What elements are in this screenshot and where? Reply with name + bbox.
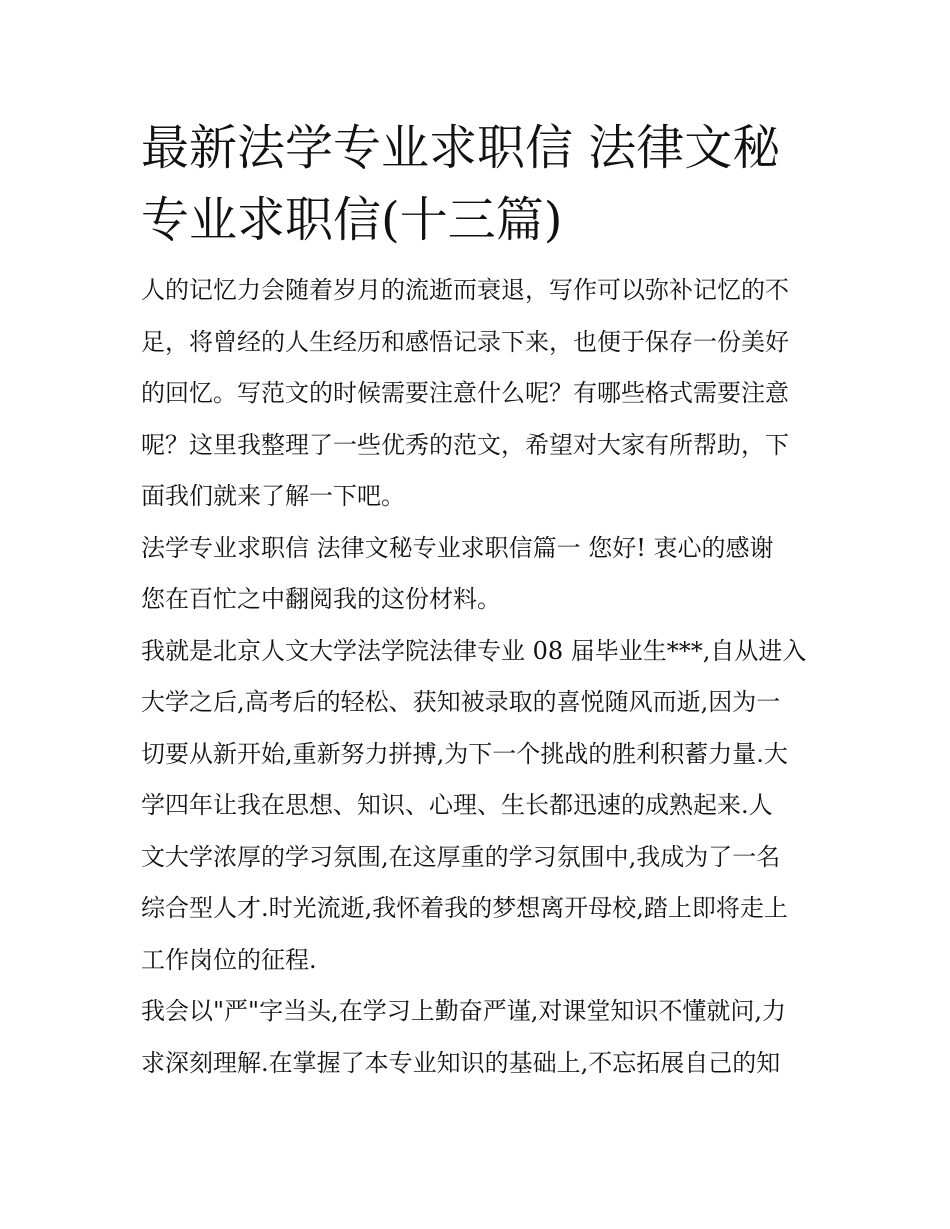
paragraph-study-attitude bbox=[141, 986, 813, 1089]
title-line: 专业求职信(十三篇) bbox=[141, 192, 563, 248]
text-line: 面我们就来了解一下吧。 bbox=[141, 482, 405, 510]
paragraph-intro bbox=[141, 265, 813, 523]
text-line: 文大学浓厚的学习氛围,在这厚重的学习氛围中,我成为了一名 bbox=[141, 842, 781, 871]
text-line: 学四年让我在思想、知识、心理、生长都迅速的成熟起来.人 bbox=[141, 791, 773, 819]
paragraph-self-introduction bbox=[141, 626, 813, 987]
document-body bbox=[141, 265, 813, 1089]
document-title bbox=[141, 112, 813, 256]
text-line: 法学专业求职信 法律文秘专业求职信篇一 您好! 衷心的感谢 bbox=[141, 533, 774, 562]
text-line: 足，将曾经的人生经历和感悟记录下来，也便于保存一份美好 bbox=[141, 327, 789, 356]
text-line: 综合型人才.时光流逝,我怀着我的梦想离开母校,踏上即将走上 bbox=[141, 894, 788, 922]
text-line: 求深刻理解.在掌握了本专业知识的基础上,不忘拓展自己的知 bbox=[141, 1048, 781, 1077]
text-line: 我会以"严"字当头,在学习上勤奋严谨,对课堂知识不懂就问,力 bbox=[141, 997, 786, 1025]
text-line: 人的记忆力会随着岁月的流逝而衰退，写作可以弥补记忆的不 bbox=[141, 276, 789, 304]
text-line: 的回忆。写范文的时候需要注意什么呢？有哪些格式需要注意 bbox=[141, 379, 789, 407]
text-line: 切要从新开始,重新努力拼搏,为下一个挑战的胜利积蓄力量.大 bbox=[141, 739, 788, 768]
document-content bbox=[141, 112, 813, 1089]
text-line: 工作岗位的征程. bbox=[141, 945, 317, 974]
paragraph-section-heading bbox=[141, 523, 813, 626]
text-line: 我就是北京人文大学法学院法律专业 08 届毕业生***,自从进入 bbox=[141, 636, 807, 665]
title-line: 最新法学专业求职信 法律文秘 bbox=[141, 120, 781, 176]
text-line: 您在百忙之中翻阅我的这份材料。 bbox=[141, 585, 501, 613]
text-line: 大学之后,高考后的轻松、获知被录取的喜悦随风而逝,因为一 bbox=[141, 688, 781, 716]
text-line: 呢？这里我整理了一些优秀的范文，希望对大家有所帮助，下 bbox=[141, 430, 789, 459]
